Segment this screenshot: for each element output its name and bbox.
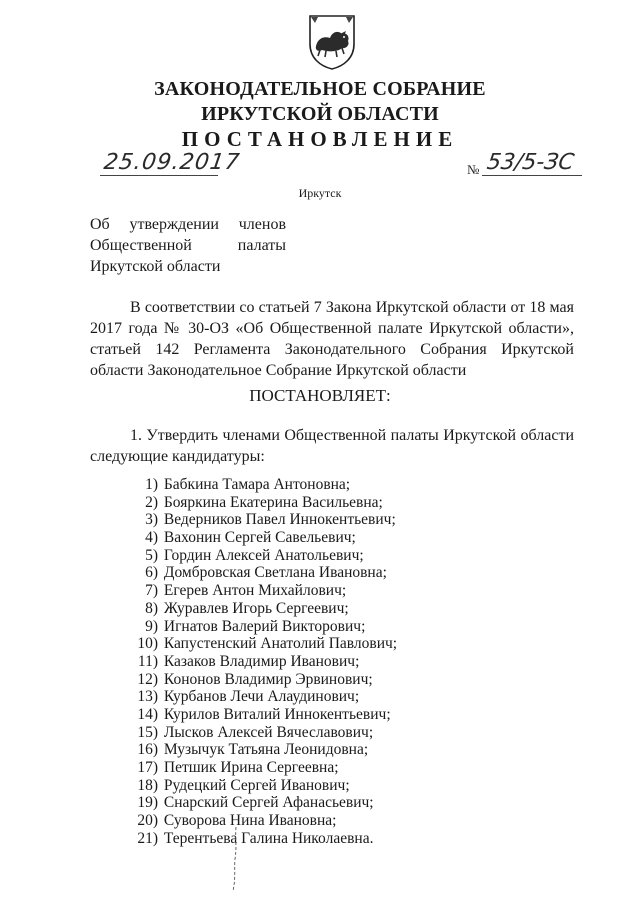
candidate-item — [118, 671, 397, 689]
candidate-number: 8) — [145, 599, 158, 617]
coat-of-arms-icon — [306, 14, 358, 70]
candidate-item — [118, 618, 397, 636]
candidate-number: 3) — [145, 511, 158, 529]
candidate-item — [118, 653, 397, 671]
candidate-item — [118, 706, 397, 724]
candidate-name: Егерев Антон Михайлович; — [163, 582, 347, 600]
candidate-number: 2) — [145, 493, 158, 511]
candidate-name: Игнатов Валерий Викторович; — [163, 617, 366, 635]
candidate-item — [118, 564, 397, 582]
candidate-name: Кононов Владимир Эрвинович; — [163, 670, 373, 688]
candidate-name: Рудецкий Сергей Иванович; — [163, 776, 350, 794]
document-subject: Об утверждении членов Общественной палаты Иркутской области — [90, 216, 286, 275]
organization-name-line2: ИРКУТСКОЙ ОБЛАСТИ — [201, 103, 439, 125]
candidate-name: Курилов Виталий Иннокентьевич; — [163, 705, 391, 723]
number-underline — [482, 175, 582, 176]
candidate-name: Терентьева Галина Николаевна. — [163, 829, 374, 847]
candidate-name: Курбанов Лечи Алаудинович; — [163, 688, 360, 706]
number-label: № — [467, 162, 480, 177]
candidate-item — [118, 511, 397, 529]
candidate-name: Вахонин Сергей Савельевич; — [163, 529, 356, 547]
candidate-name: Петшик Ирина Сергеевна; — [163, 759, 339, 776]
candidate-number: 13) — [137, 688, 158, 706]
candidate-number: 7) — [145, 582, 158, 600]
candidate-number: 21) — [137, 829, 158, 847]
candidate-item — [118, 741, 397, 759]
candidate-item — [118, 688, 397, 706]
candidate-number: 12) — [137, 670, 158, 688]
candidate-name: Капустенский Анатолий Павлович; — [163, 635, 398, 653]
candidate-name: Журавлев Игорь Сергеевич; — [163, 599, 349, 617]
resolution-item-1: 1. Утвердить членами Общественной палаты Иркутской области следующие кандидатуры: — [90, 427, 574, 465]
candidate-number: 10) — [137, 635, 158, 653]
candidate-item — [118, 759, 397, 777]
candidate-item — [118, 724, 397, 742]
candidate-number: 11) — [137, 652, 158, 670]
candidate-number: 1) — [145, 476, 158, 493]
candidate-name: Лысков Алексей Вячеславович; — [163, 723, 374, 741]
candidate-name: Музычук Татьяна Леонидовна; — [163, 741, 369, 759]
candidate-number: 4) — [145, 529, 158, 547]
candidate-list — [118, 476, 397, 847]
handwritten-date: 25.09.2017 — [102, 150, 242, 175]
candidate-item — [118, 494, 397, 512]
candidate-item — [118, 777, 397, 795]
candidate-number: 17) — [137, 759, 158, 776]
candidate-name: Снарский Сергей Афанасьевич; — [163, 794, 374, 812]
candidate-number: 14) — [137, 705, 158, 723]
candidate-item — [118, 476, 397, 494]
candidate-item — [118, 812, 397, 830]
candidate-item — [118, 547, 397, 565]
candidate-name: Суворова Нина Ивановна; — [163, 812, 337, 830]
candidate-number: 9) — [145, 617, 158, 635]
candidate-name: Гордин Алексей Анатольевич; — [163, 546, 364, 564]
candidate-name: Бояркина Екатерина Васильевна; — [163, 493, 383, 511]
organization-name-line1: ЗАКОНОДАТЕЛЬНОЕ СОБРАНИЕ — [154, 78, 486, 100]
preamble-paragraph: В соответствии со статьей 7 Закона Иркутской области от 18 мая 2017 года № 30-ОЗ «Об Общественной палате Иркутской области», статьей 142 Регламента Законодательного Собрания Иркутской области Законодательное Собрание Иркутской области — [90, 299, 574, 379]
candidate-name: Ведерников Павел Иннокентьевич; — [163, 511, 396, 529]
pen-stroke-mark — [227, 825, 241, 895]
candidate-number: 20) — [137, 812, 158, 830]
candidate-number: 18) — [137, 776, 158, 794]
candidate-name: Бабкина Тамара Антоновна; — [163, 476, 351, 493]
candidate-name: Казаков Владимир Иванович; — [163, 652, 360, 670]
city-name: Иркутск — [298, 186, 342, 200]
candidate-item — [118, 582, 397, 600]
candidate-item — [118, 529, 397, 547]
document-type-title: ПОСТАНОВЛЕНИЕ — [181, 127, 459, 151]
candidate-item — [118, 830, 397, 848]
date-underline — [100, 175, 218, 176]
candidate-number: 6) — [145, 564, 158, 582]
candidate-number: 19) — [137, 794, 158, 812]
handwritten-document-number: 53/5-ЗС — [485, 150, 576, 175]
candidate-name: Домбровская Светлана Ивановна; — [163, 564, 387, 582]
resolves-heading: ПОСТАНОВЛЯЕТ: — [249, 386, 391, 405]
candidate-item — [118, 600, 397, 618]
candidate-item — [118, 794, 397, 812]
candidate-number: 15) — [137, 723, 158, 741]
candidate-item — [118, 635, 397, 653]
candidate-number: 16) — [137, 741, 158, 759]
candidate-number: 5) — [145, 546, 158, 564]
